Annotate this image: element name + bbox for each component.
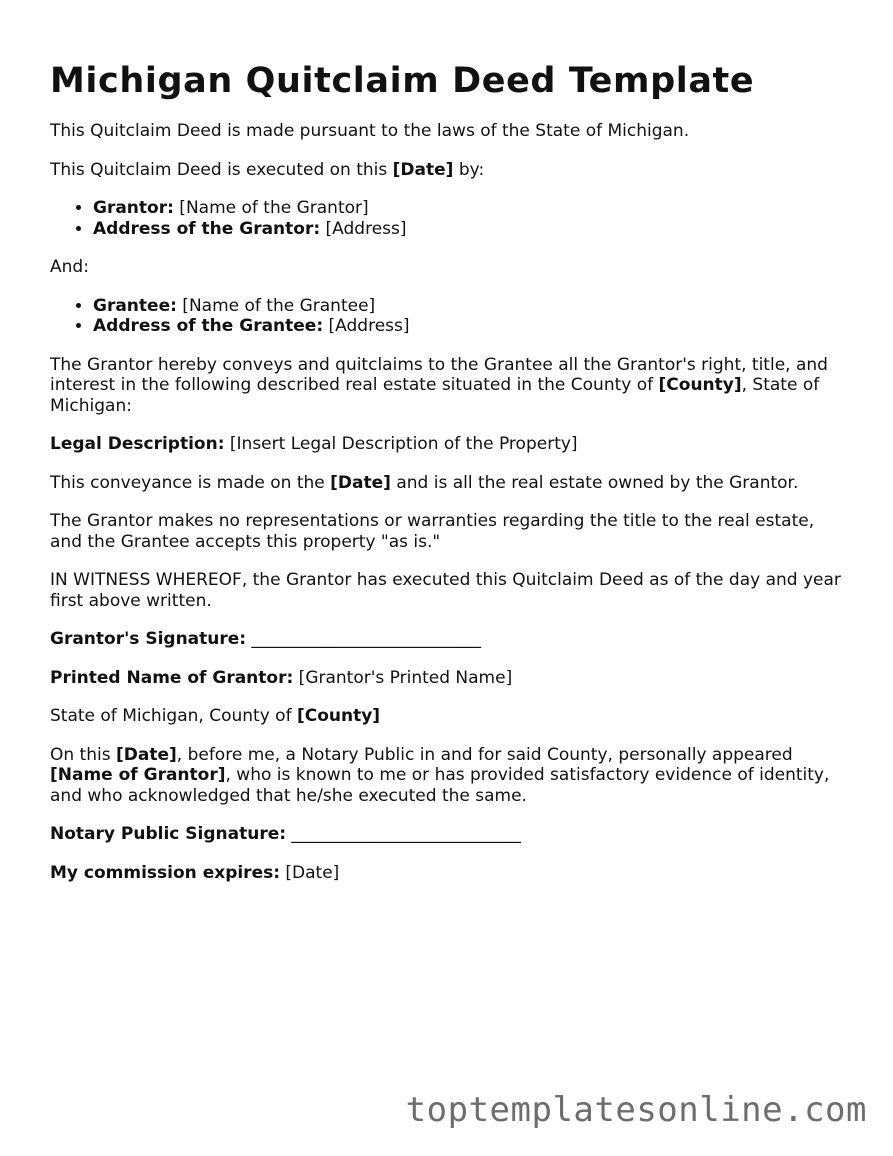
commission-value: [Date]	[280, 862, 340, 883]
state-county-paragraph	[50, 706, 850, 727]
notary-signature-label: Notary Public Signature:	[50, 824, 287, 844]
executed-paragraph	[50, 160, 850, 181]
executed-text-after: by:	[453, 159, 485, 180]
grantor-name-item	[93, 198, 850, 219]
state-county-text: State of Michigan, County of	[50, 706, 297, 726]
notary-text-before: On this	[50, 744, 116, 765]
printed-name-paragraph	[50, 668, 850, 689]
grantor-name-label: Grantor:	[93, 198, 174, 218]
grantee-list	[50, 296, 850, 337]
watermark-text: toptemplatesonline.com	[405, 1090, 867, 1130]
executed-date-placeholder: [Date]	[392, 159, 454, 180]
grantee-address-value: [Address]	[323, 316, 410, 336]
notary-signature-blank: ___________________________	[286, 824, 521, 844]
document-title: Michigan Quitclaim Deed Template	[50, 61, 755, 101]
printed-name-value: [Grantor's Printed Name]	[293, 667, 513, 688]
state-county-placeholder: [County]	[296, 706, 381, 726]
conveys-county-placeholder: [County]	[658, 375, 742, 395]
grantor-address-value: [Address]	[320, 218, 407, 239]
conveyance-text-before: This conveyance is made on the	[50, 472, 331, 493]
commission-paragraph	[50, 863, 850, 884]
document-page	[50, 60, 850, 901]
grantee-address-item	[93, 316, 850, 337]
grantor-list	[50, 198, 850, 239]
grantee-name-value: [Name of the Grantee]	[176, 295, 376, 316]
grantor-address-item	[93, 219, 850, 240]
witness-paragraph: IN WITNESS WHEREOF, the Grantor has executed this Quitclaim Deed as of the day and year first above written.	[50, 570, 841, 611]
grantor-signature-label: Grantor's Signature:	[50, 629, 247, 649]
grantor-address-label: Address of the Grantor:	[93, 218, 321, 239]
commission-label: My commission expires:	[50, 862, 281, 883]
grantee-name-label: Grantee:	[93, 295, 177, 316]
legal-description-label: Legal Description:	[50, 434, 225, 454]
notary-date-placeholder: [Date]	[115, 744, 177, 765]
and-paragraph: And:	[50, 257, 89, 277]
intro-paragraph: This Quitclaim Deed is made pursuant to the laws of the State of Michigan.	[50, 121, 690, 141]
grantor-signature-line	[50, 629, 850, 650]
legal-description-value: [Insert Legal Description of the Property]	[224, 434, 578, 454]
conveyance-date-placeholder: [Date]	[330, 472, 391, 493]
warranty-paragraph: The Grantor makes no representations or warranties regarding the title to the real estate, and the Grantee accepts this property "as is."	[50, 511, 815, 552]
conveys-text-after: , State of Michigan:	[50, 375, 820, 416]
grantor-name-value: [Name of the Grantor]	[173, 198, 369, 218]
printed-name-label: Printed Name of Grantor:	[50, 667, 294, 688]
conveyance-paragraph	[50, 473, 850, 494]
notary-paragraph	[50, 745, 850, 807]
grantor-signature-blank: ___________________________	[246, 629, 482, 649]
notary-grantor-name-placeholder: [Name of Grantor]	[50, 765, 226, 785]
notary-signature-line	[50, 824, 850, 845]
executed-text-before: This Quitclaim Deed is executed on this	[50, 159, 393, 180]
grantee-name-item	[93, 296, 850, 317]
notary-text-after: , who is known to me or has provided satisfactory evidence of identity, and who acknowledged that he/she executed the same.	[50, 765, 830, 806]
grantee-address-label: Address of the Grantee:	[93, 316, 324, 336]
legal-description-paragraph	[50, 434, 850, 455]
conveys-text-before: The Grantor hereby conveys and quitclaims to the Grantee all the Grantor's right, title, and interest in the following described real estate situated in the County of	[50, 354, 828, 395]
conveys-paragraph	[50, 355, 850, 417]
notary-text-middle: , before me, a Notary Public in and for said County, personally appeared	[176, 744, 793, 765]
conveyance-text-after: and is all the real estate owned by the Grantor.	[390, 472, 799, 493]
